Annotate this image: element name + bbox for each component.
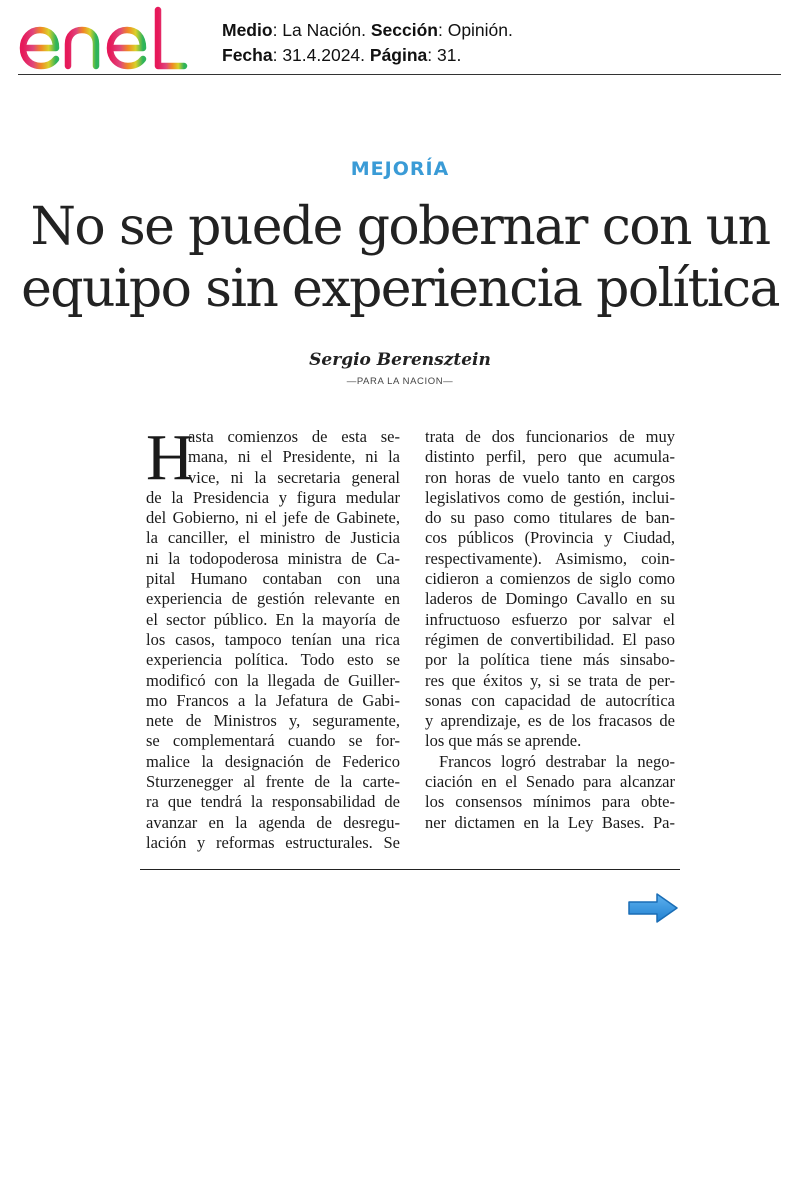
article-column-2: [425, 427, 675, 833]
col2-line: ciación en el Senado para alcanzar: [425, 772, 675, 792]
header-divider: [18, 74, 781, 75]
col2-line: legislativos como de gestión, inclui-: [425, 487, 675, 507]
drop-cap: H: [146, 421, 194, 494]
col1-line: de la Presidencia y figura medular: [146, 487, 400, 507]
col1-line: el sector público. En la mayoría de: [146, 609, 400, 629]
headline-line-2: equipo sin experiencia política: [21, 259, 779, 319]
col2-line: cidieron a comienzos de siglo como: [425, 569, 675, 589]
col2-line: res que éxitos y, si se trata de per-: [425, 670, 675, 690]
meta-line-1: Medio: La Nación. Sección: Opinión.: [222, 20, 513, 40]
col2-line: infructuoso esfuerzo por salvar el: [425, 609, 675, 629]
col1-line: se complementará cuando se for-: [146, 731, 400, 751]
col1-line: avanzar en la agenda de desregu-: [146, 812, 400, 832]
col1-line: asta comienzos de esta se-: [188, 427, 400, 446]
col2-line: por la política tiene más sinsabo-: [425, 650, 675, 670]
col1-line: mana, ni el Presidente, ni la: [188, 447, 400, 467]
meta-line-2: Fecha: 31.4.2024. Página: 31.: [222, 45, 462, 65]
col2-line: trata de dos funcionarios de muy: [425, 427, 675, 446]
col1-line: ra que tendrá la responsabilidad de: [146, 792, 400, 812]
publication-meta: [222, 18, 513, 68]
col1-line: Sturzenegger al frente de la carte-: [146, 772, 400, 792]
col2-line: sonas con capacidad de autocrítica: [425, 690, 675, 710]
col1-line: los casos, tampoco tenían una rica: [146, 629, 400, 649]
article-headline: [0, 196, 800, 320]
enel-logo: [18, 6, 190, 70]
col1-line: experiencia política. Todo esto se: [146, 650, 400, 670]
article-column-1: [146, 421, 400, 853]
col1-line: la canciller, el ministro de Justicia: [146, 528, 400, 548]
col2-line: respectivamente). Asimismo, coin-: [425, 548, 675, 568]
col2-line: ron horas de vuelo tanto en cargos: [425, 467, 675, 487]
col1-line: lación y reformas estructurales. Se: [146, 832, 400, 852]
col2-line: Francos logró destrabar la nego-: [439, 751, 675, 771]
medio-label: Medio: [222, 20, 273, 40]
col1-line: nete de Ministros y, seguramente,: [146, 711, 400, 731]
article-bottom-divider: [140, 869, 680, 870]
seccion-label: Sección: [370, 20, 438, 40]
col2-line: los que más se aprende.: [425, 731, 582, 751]
col2-line: y aprendizaje, es de los fracasos de: [425, 711, 675, 731]
col1-line: vice, ni la secretaria general: [188, 467, 400, 487]
col1-line: modificó con la llegada de Guiller-: [146, 670, 400, 690]
col2-line: do su paso como titulares de ban-: [425, 508, 675, 528]
headline-line-1: No se puede gobernar con un: [30, 197, 770, 257]
col2-line: ner dictamen en la Ley Bases. Pa-: [425, 812, 675, 832]
fecha-value: 31.4.2024.: [282, 45, 366, 65]
col2-line: régimen de convertibilidad. El paso: [425, 629, 675, 649]
pagina-label: Página: [369, 45, 428, 65]
col1-line: experiencia de gestión relevante en: [146, 589, 400, 609]
col1-line: malice la designación de Federico: [146, 751, 400, 771]
col1-line: mo Francos a la Jefatura de Gabi-: [146, 690, 400, 710]
col2-line: laderos de Domingo Cavallo en su: [425, 589, 675, 609]
pagina-value: 31.: [437, 45, 462, 65]
col1-line: ni la todopoderosa ministra de Ca-: [146, 548, 400, 568]
arrow-right-icon[interactable]: [627, 891, 679, 925]
col2-line: cos públicos (Provincia y Ciudad,: [425, 528, 675, 548]
fecha-label: Fecha: [222, 45, 273, 65]
col1-line: pital Humano contaban con una: [146, 569, 400, 589]
article-kicker: MEJORÍA: [350, 158, 450, 180]
col2-line: distinto perfil, pero que acumula-: [425, 447, 675, 467]
author-note: —PARA LA NACION—: [346, 376, 454, 387]
author-name: Sergio Berensztein: [309, 350, 491, 370]
medio-value: La Nación.: [282, 20, 366, 40]
col1-line: del Gobierno, ni el jefe de Gabinete,: [146, 508, 400, 528]
col2-line: los consensos mínimos para obte-: [425, 792, 675, 812]
seccion-value: Opinión.: [447, 20, 513, 40]
